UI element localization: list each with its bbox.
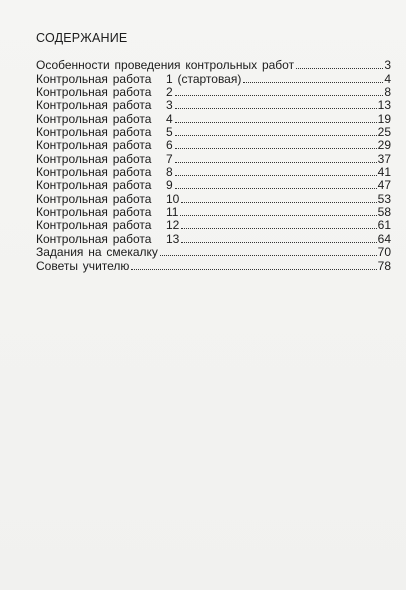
toc-entry[interactable] bbox=[36, 59, 391, 72]
toc-leader-dots bbox=[296, 68, 383, 69]
toc-entry[interactable] bbox=[36, 152, 391, 165]
toc-entry[interactable] bbox=[36, 112, 391, 125]
toc-entry-label: Контрольная работа 10 bbox=[36, 191, 180, 206]
toc-leader-dots bbox=[180, 215, 376, 216]
toc-entry[interactable] bbox=[36, 206, 391, 219]
toc-leader-dots bbox=[175, 135, 377, 136]
toc-entry[interactable] bbox=[36, 126, 391, 139]
toc-entry-label: Контрольная работа 8 bbox=[36, 165, 173, 180]
toc-entry-page: 64 bbox=[377, 231, 391, 246]
toc-leader-dots bbox=[181, 228, 376, 229]
toc-entry-label: Контрольная работа 6 bbox=[36, 138, 173, 153]
toc-entry-page: 78 bbox=[377, 258, 391, 273]
toc-entry[interactable] bbox=[36, 192, 391, 205]
toc-entry[interactable] bbox=[36, 99, 391, 112]
toc-leader-dots bbox=[175, 122, 377, 123]
toc-entry-label: Контрольная работа 12 bbox=[36, 218, 180, 233]
toc-entry-number: 1 (стартовая) bbox=[165, 71, 242, 86]
toc-entry-label: Задания на смекалку bbox=[36, 245, 158, 260]
toc-leader-dots bbox=[131, 269, 376, 270]
toc-entry-page: 29 bbox=[377, 138, 391, 153]
toc-entry-number: 6 bbox=[165, 138, 173, 153]
toc-entry-page: 13 bbox=[377, 98, 391, 113]
toc-entry-label: Контрольная работа 3 bbox=[36, 98, 173, 113]
toc-entry-number: 8 bbox=[165, 165, 173, 180]
toc-entry-label: Контрольная работа 11 bbox=[36, 205, 179, 220]
toc-leader-dots bbox=[175, 108, 377, 109]
toc-leader-dots bbox=[243, 82, 383, 83]
toc-entry-label: Контрольная работа 7 bbox=[36, 151, 173, 166]
toc-entry[interactable] bbox=[36, 139, 391, 152]
toc-entry-number: 3 bbox=[165, 98, 173, 113]
toc-leader-dots bbox=[175, 188, 377, 189]
toc-entry-number: 9 bbox=[165, 178, 173, 193]
toc-entry-number: 11 bbox=[165, 205, 179, 220]
toc-entry-page: 25 bbox=[377, 125, 391, 140]
toc-entry-page: 70 bbox=[377, 245, 391, 260]
toc-entry[interactable] bbox=[36, 179, 391, 192]
toc-entry-number: 4 bbox=[165, 111, 173, 126]
toc-entry-label: Контрольная работа 5 bbox=[36, 125, 173, 140]
toc-entry-page: 19 bbox=[377, 111, 391, 126]
toc-entry-page: 61 bbox=[377, 218, 391, 233]
toc-heading: СОДЕРЖАНИЕ bbox=[36, 31, 128, 45]
toc-entry-number: 13 bbox=[165, 231, 180, 246]
toc-entry-label: Контрольная работа 9 bbox=[36, 178, 173, 193]
toc-entry-page: 37 bbox=[377, 151, 391, 166]
toc-entry-number: 10 bbox=[165, 191, 180, 206]
toc-entry-page: 58 bbox=[377, 205, 391, 220]
toc-entry-page: 8 bbox=[384, 85, 391, 100]
toc-list bbox=[36, 59, 391, 273]
toc-entry-number: 5 bbox=[165, 125, 173, 140]
toc-leader-dots bbox=[175, 148, 377, 149]
toc-leader-dots bbox=[175, 95, 384, 96]
toc-entry-page: 41 bbox=[377, 165, 391, 180]
toc-entry-page: 47 bbox=[377, 178, 391, 193]
toc-entry-number: 7 bbox=[165, 151, 173, 166]
toc-entry-page: 3 bbox=[384, 58, 391, 73]
toc-entry-page: 4 bbox=[384, 71, 391, 86]
toc-entry-label: Контрольная работа 4 bbox=[36, 111, 173, 126]
toc-leader-dots bbox=[181, 202, 376, 203]
toc-entry-label: Контрольная работа 13 bbox=[36, 231, 180, 246]
toc-entry-number: 2 bbox=[165, 85, 173, 100]
toc-leader-dots bbox=[175, 175, 377, 176]
toc-entry[interactable] bbox=[36, 72, 391, 85]
toc-entry-label: Контрольная работа 2 bbox=[36, 85, 173, 100]
toc-entry-page: 53 bbox=[377, 191, 391, 206]
toc-leader-dots bbox=[175, 162, 377, 163]
toc-entry[interactable] bbox=[36, 232, 391, 245]
toc-entry[interactable] bbox=[36, 86, 391, 99]
toc-leader-dots bbox=[181, 242, 376, 243]
toc-entry-label: Советы учителю bbox=[36, 258, 130, 273]
toc-entry[interactable] bbox=[36, 259, 391, 272]
toc-entry[interactable] bbox=[36, 219, 391, 232]
toc-entry-label: Контрольная работа 1 (стартовая) bbox=[36, 71, 242, 86]
toc-entry-label: Особенности проведения контрольных работ bbox=[36, 58, 295, 73]
toc-entry-number: 12 bbox=[165, 218, 180, 233]
toc-entry[interactable] bbox=[36, 246, 391, 259]
toc-entry[interactable] bbox=[36, 166, 391, 179]
toc-leader-dots bbox=[160, 255, 377, 256]
